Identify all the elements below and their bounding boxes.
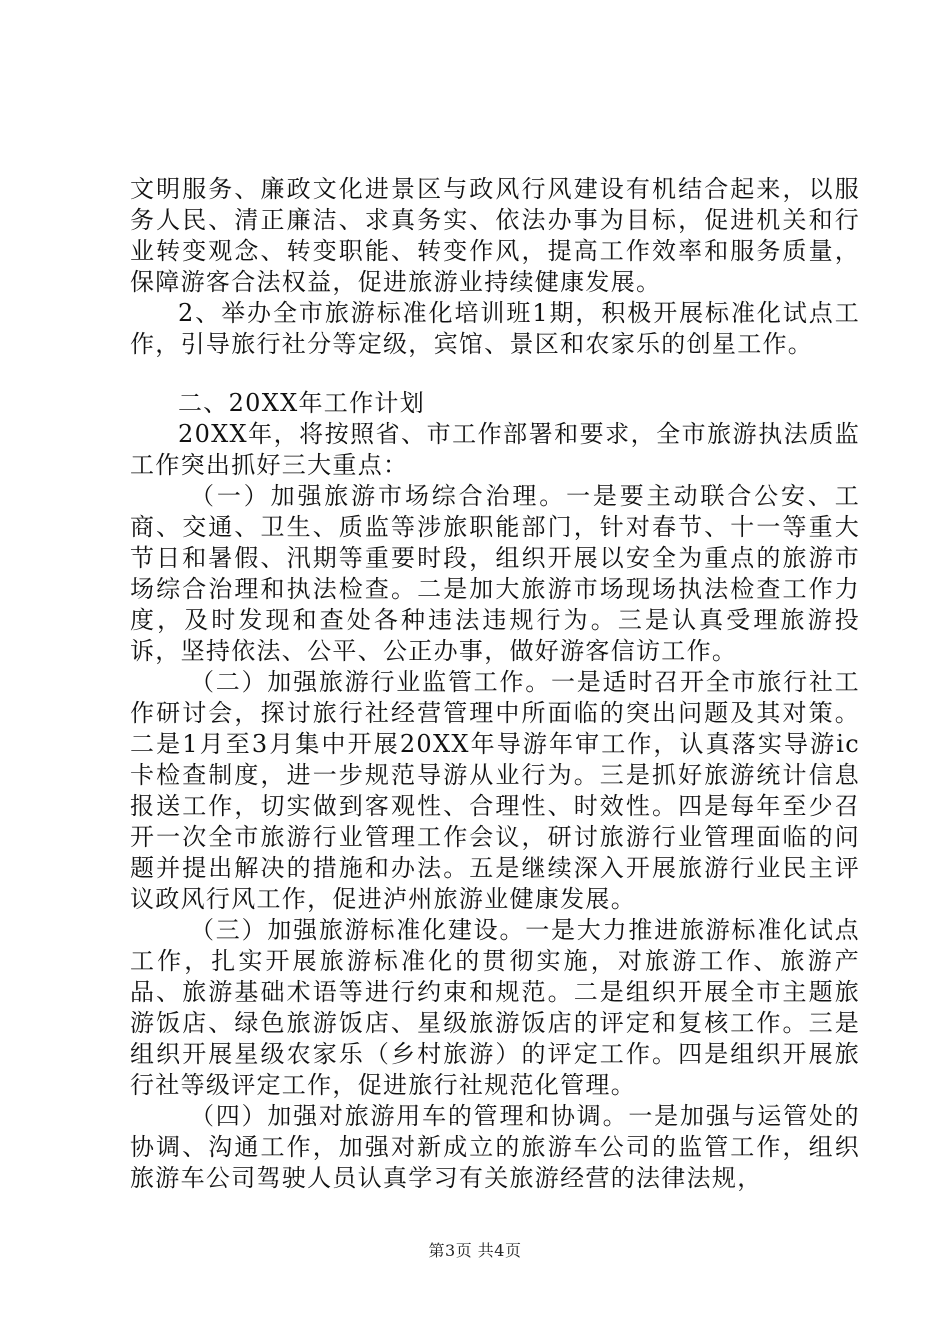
page-footer <box>0 1238 950 1261</box>
paragraph-point-1: （一）加强旅游市场综合治理。一是要主动联合公安、工商、交通、卫生、质监等涉旅职能部门，针对春节、十一等重大节日和暑假、汛期等重要时段，组织开展以安全为重点的旅游市场综合治理和执法检查。二是加大旅游市场现场执法检查工作力度，及时发现和查处各种违法违规行为。三是认真受理旅游投诉，坚持依法、公平、公正办事，做好游客信访工作。 <box>130 482 860 665</box>
page-number: 第3页 共4页 <box>428 1241 522 1260</box>
paragraph-point-3: （三）加强旅游标准化建设。一是大力推进旅游标准化试点工作，扎实开展旅游标准化的贯彻实施，对旅游工作、旅游产品、旅游基础术语等进行约束和规范。二是组织开展全市主题旅游饭店、绿色旅游饭店、星级旅游饭店的评定和复核工作。三是组织开展星级农家乐（乡村旅游）的评定工作。四是组织开展旅行社等级评定工作，促进旅行社规范化管理。 <box>130 916 860 1099</box>
document-body <box>130 174 860 1194</box>
section-heading: 二、20XX年工作计划 <box>178 389 426 417</box>
paragraph-point-4: （四）加强对旅游用车的管理和协调。一是加强与运管处的协调、沟通工作，加强对新成立的旅游车公司的监管工作，组织旅游车公司驾驶人员认真学习有关旅游经营的法律法规， <box>130 1102 860 1192</box>
paragraph-continuation: 文明服务、廉政文化进景区与政风行风建设有机结合起来，以服务人民、清正廉洁、求真务实、依法办事为目标，促进机关和行业转变观念、转变职能、转变作风，提高工作效率和服务质量，保障游客合法权益，促进旅游业持续健康发展。 <box>130 175 860 296</box>
paragraph-intro: 20XX年，将按照省、市工作部署和要求，全市旅游执法质监工作突出抓好三大重点： <box>130 420 860 479</box>
paragraph-point-2: （二）加强旅游行业监管工作。一是适时召开全市旅行社工作研讨会，探讨旅行社经营管理中所面临的突出问题及其对策。二是1月至3月集中开展20XX年导游年审工作，认真落实导游ic卡检查制度，进一步规范导游从业行为。三是抓好旅游统计信息报送工作，切实做到客观性、合理性、时效性。四是每年至少召开一次全市旅游行业管理工作会议，研讨旅游行业管理面临的问题并提出解决的措施和办法。五是继续深入开展旅游行业民主评议政风行风工作，促进泸州旅游业健康发展。 <box>130 668 860 913</box>
paragraph-item-2: 2、举办全市旅游标准化培训班1期，积极开展标准化试点工作，引导旅行社分等定级，宾馆、景区和农家乐的创星工作。 <box>130 299 860 358</box>
